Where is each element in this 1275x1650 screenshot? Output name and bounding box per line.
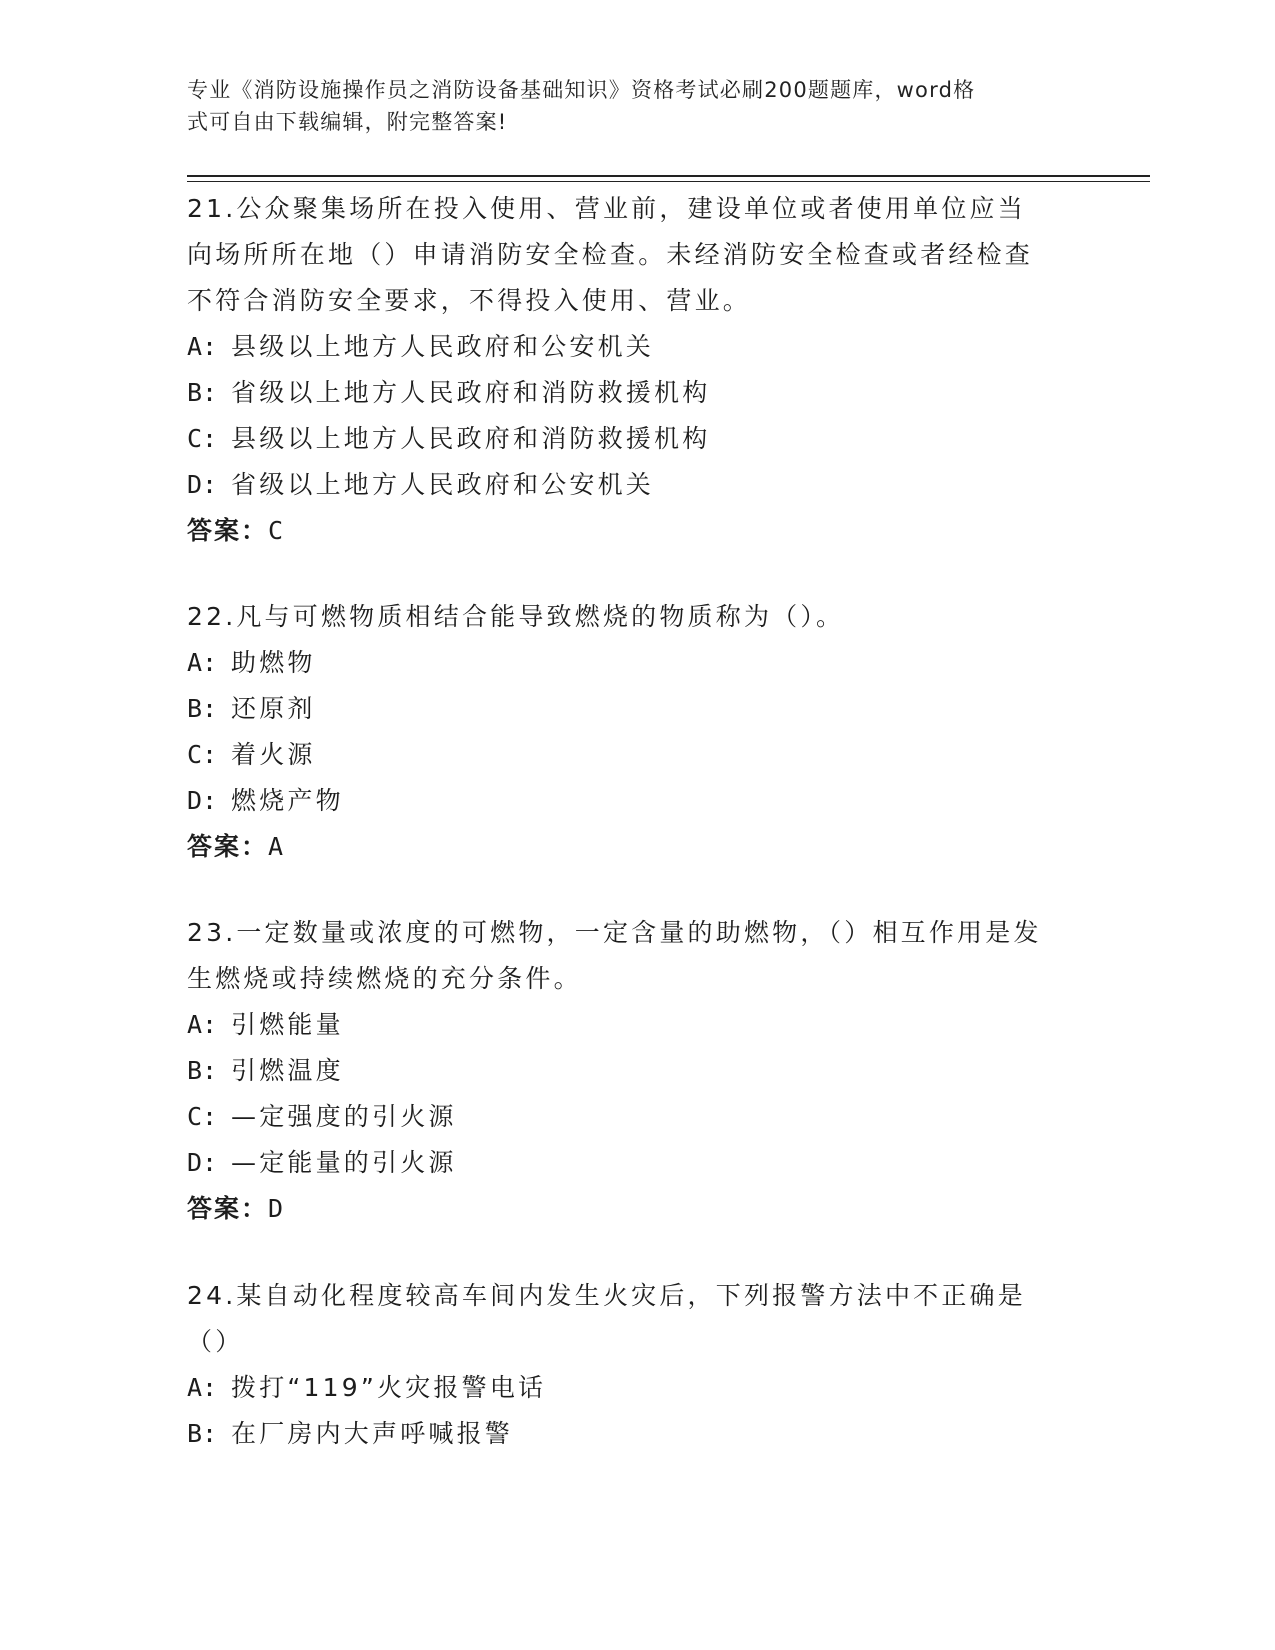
option-key: C: xyxy=(187,1102,218,1131)
header-divider xyxy=(187,175,1150,177)
option-b xyxy=(187,686,1087,732)
option-b xyxy=(187,370,1087,416)
option-key: A: xyxy=(187,648,218,677)
question-stem: 22.凡与可燃物质相结合能导致燃烧的物质称为（）。 xyxy=(187,602,845,631)
option-text: 县级以上地方人民政府和消防救援机构 xyxy=(231,424,711,453)
question-24 xyxy=(187,1273,1087,1457)
intro-line-2: 式可自由下载编辑，附完整答案! xyxy=(187,110,508,134)
option-text: 引燃温度 xyxy=(231,1056,344,1085)
option-key: D: xyxy=(187,470,218,499)
option-c xyxy=(187,1094,1087,1140)
answer xyxy=(187,508,1087,554)
option-key: D: xyxy=(187,1148,218,1177)
answer-value: D xyxy=(268,1194,286,1223)
option-d xyxy=(187,462,1087,508)
option-text: —定能量的引火源 xyxy=(231,1148,457,1177)
option-c xyxy=(187,732,1087,778)
document-intro xyxy=(187,74,1067,138)
answer-label: 答案： xyxy=(187,516,269,545)
option-text: 燃烧产物 xyxy=(231,786,344,815)
option-a xyxy=(187,640,1087,686)
option-c xyxy=(187,416,1087,462)
question-stem: 23.一定数量或浓度的可燃物，一定含量的助燃物，（）相互作用是发生燃烧或持续燃烧的充分条件。 xyxy=(187,918,1042,993)
option-d xyxy=(187,1140,1087,1186)
option-key: A: xyxy=(187,1010,218,1039)
option-key: B: xyxy=(187,1056,218,1085)
option-key: D: xyxy=(187,786,218,815)
answer-label: 答案： xyxy=(187,832,269,861)
option-text: 省级以上地方人民政府和消防救援机构 xyxy=(231,378,711,407)
option-text: 拨打“119”火灾报警电话 xyxy=(231,1373,547,1402)
option-a xyxy=(187,324,1087,370)
option-text: —定强度的引火源 xyxy=(231,1102,457,1131)
option-key: A: xyxy=(187,332,218,361)
option-key: C: xyxy=(187,740,218,769)
option-b xyxy=(187,1411,1087,1457)
option-text: 着火源 xyxy=(231,740,316,769)
option-text: 省级以上地方人民政府和公安机关 xyxy=(231,470,655,499)
intro-line-1: 专业《消防设施操作员之消防设备基础知识》资格考试必刷200题题库，word格 xyxy=(187,78,976,102)
question-stem: 24.某自动化程度较高车间内发生火灾后，下列报警方法中不正确是（） xyxy=(187,1281,1026,1356)
option-text: 还原剂 xyxy=(231,694,316,723)
option-text: 引燃能量 xyxy=(231,1010,344,1039)
answer-label: 答案： xyxy=(187,1194,269,1223)
option-d xyxy=(187,778,1087,824)
option-key: A: xyxy=(187,1373,218,1402)
option-key: C: xyxy=(187,424,218,453)
question-21 xyxy=(187,186,1087,554)
option-b xyxy=(187,1048,1087,1094)
answer-value: C xyxy=(268,516,286,545)
answer xyxy=(187,824,1087,870)
option-key: B: xyxy=(187,378,218,407)
option-key: B: xyxy=(187,694,218,723)
option-text: 在厂房内大声呼喊报警 xyxy=(231,1419,514,1448)
answer-value: A xyxy=(268,832,286,861)
option-key: B: xyxy=(187,1419,218,1448)
option-text: 县级以上地方人民政府和公安机关 xyxy=(231,332,655,361)
option-a xyxy=(187,1002,1087,1048)
header-divider-thin xyxy=(187,181,1150,182)
question-stem: 21.公众聚集场所在投入使用、营业前，建设单位或者使用单位应当向场所所在地（）申请消防安全检查。未经消防安全检查或者经检查不符合消防安全要求，不得投入使用、营业。 xyxy=(187,194,1034,315)
question-23 xyxy=(187,910,1087,1232)
question-22 xyxy=(187,594,1087,870)
option-text: 助燃物 xyxy=(231,648,316,677)
option-a xyxy=(187,1365,1087,1411)
answer xyxy=(187,1186,1087,1232)
